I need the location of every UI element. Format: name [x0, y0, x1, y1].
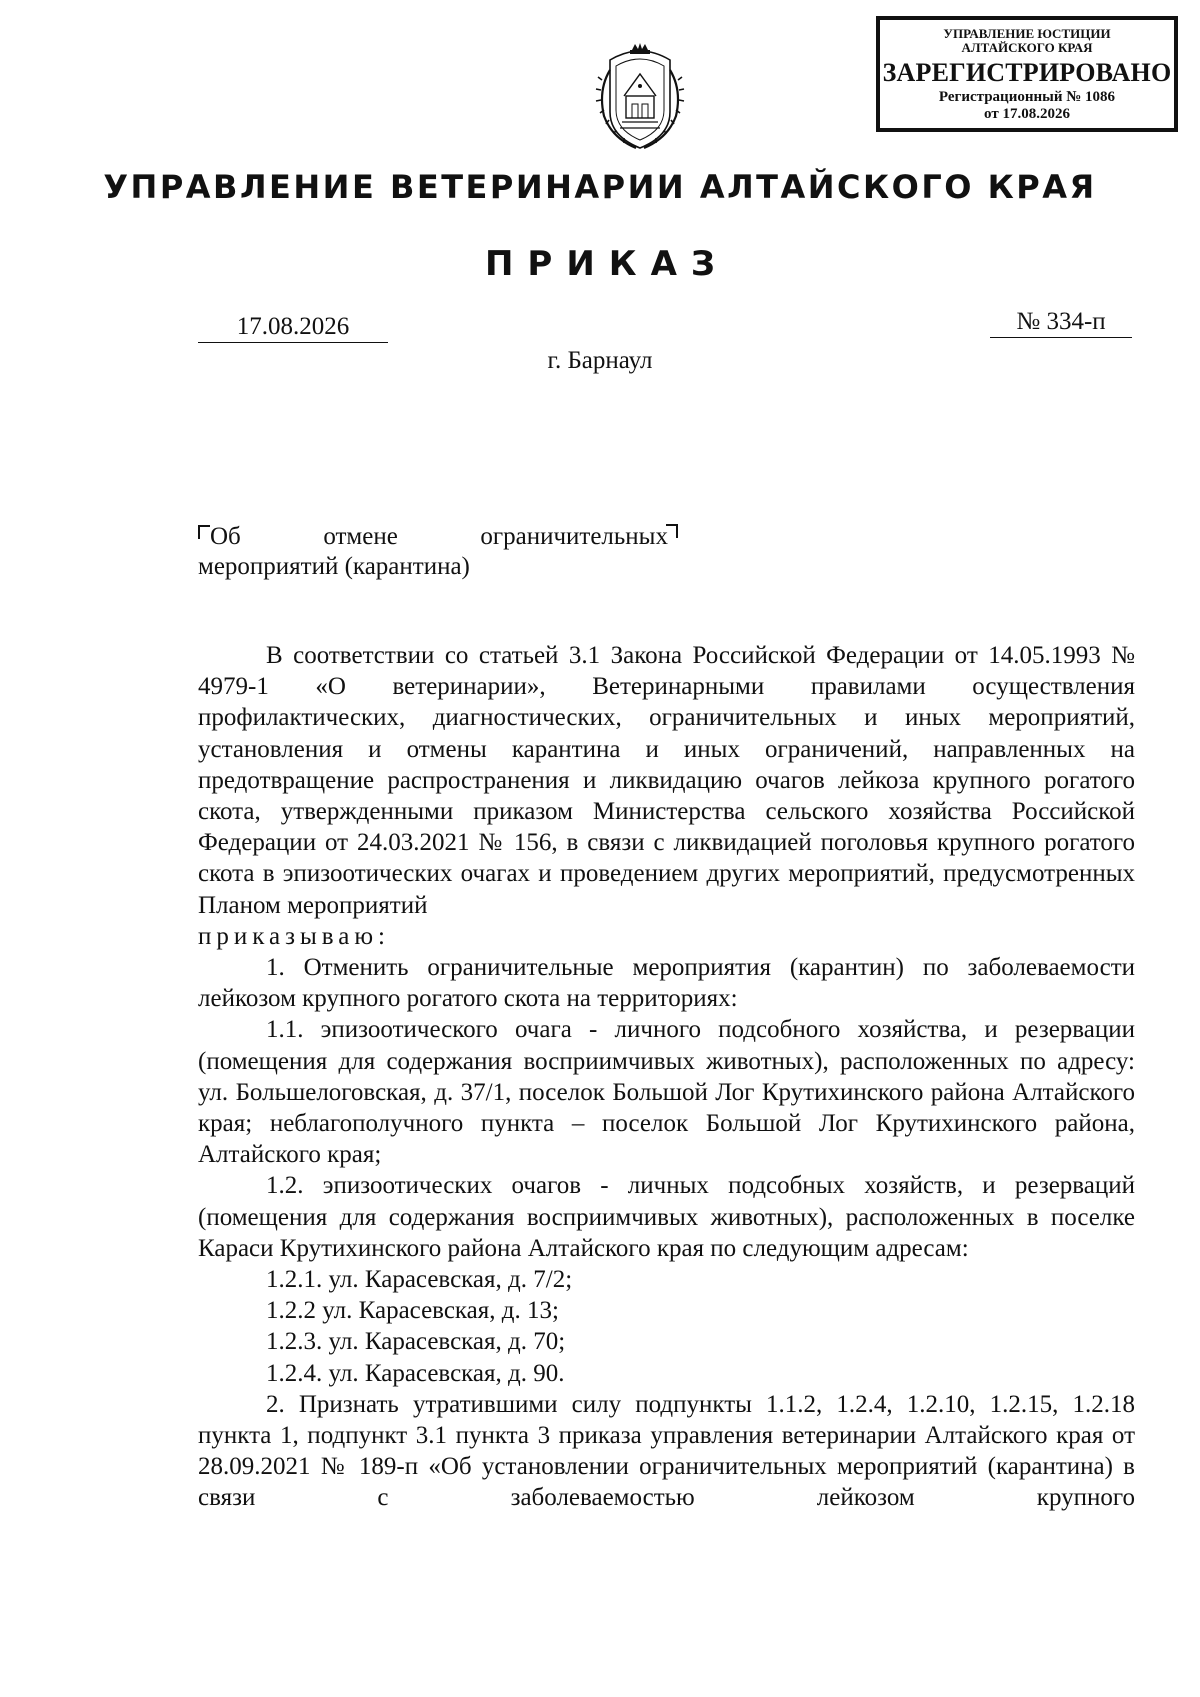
subject-word: отмене — [323, 523, 398, 550]
stamp-reg-number: Регистрационный № 1086 — [938, 89, 1116, 106]
order-body — [198, 640, 1135, 1514]
subject-word: Об — [210, 523, 241, 550]
issue-city: г. Барнаул — [547, 347, 653, 374]
registration-stamp — [876, 16, 1178, 132]
clause-1: 1. Отменить ограничительные мероприятия (карантин) по заболеваемости лейкозом крупного рогатого скота на территориях: — [198, 954, 1135, 1013]
orders-word: приказываю: — [198, 922, 390, 950]
coat-of-arms-icon — [592, 40, 688, 152]
bracket-corner-right — [666, 524, 678, 538]
order-subject — [198, 522, 668, 582]
clause-1-1: 1.1. эпизоотического очага - личного подсобного хозяйства, и резервации (помещения для содержания восприимчивых животных), расположенных по адресу: ул. Большелоговская, д. 37/1, поселок Большой Лог Крутихинского района Алтайского края; неблагополучного пункта – поселок Большой Лог Крутихинского района, Алтайского края; — [198, 1016, 1135, 1169]
address-item: 1.2.2 ул. Карасевская, д. 13; — [266, 1297, 559, 1325]
bracket-corner-left — [198, 525, 210, 539]
subject-word: ограничительных — [480, 523, 668, 550]
subject-line1 — [198, 522, 668, 552]
stamp-authority-line2: АЛТАЙСКОГО КРАЯ — [961, 40, 1093, 56]
stamp-title: ЗАРЕГИСТРИРОВАНО — [882, 57, 1172, 87]
order-date: 17.08.2026 — [198, 313, 388, 343]
clause-1-2: 1.2. эпизоотических очагов - личных подсобных хозяйств, и резерваций (помещения для содержания восприимчивых животных), расположенных в поселке Караси Крутихинского района Алтайского края по следующим адресам: — [198, 1172, 1135, 1262]
clause-2: 2. Признать утратившими силу подпункты 1.1.2, 1.2.4, 1.2.10, 1.2.15, 1.2.18 пункта 1, подпункт 3.1 пункта 3 приказа управления ветеринарии Алтайского края от 28.09.2021 № 189-п «Об установлении ограничительных мероприятий (карантина) в связи с заболеваемостью лейкозом крупного — [198, 1390, 1135, 1512]
document-type: ПРИКАЗ — [484, 244, 730, 284]
preamble-paragraph: В соответствии со статьей 3.1 Закона Российской Федерации от 14.05.1993 № 4979-1 «О ветеринарии», Ветеринарными правилами осуществления профилактических, диагностических, ограничительных и иных мероприятий, установления и отмены карантина и иных ограничений, направленных на предотвращение распространения и ликвидацию очагов лейкоза крупного рогатого скота, утвержденными приказом Министерства сельского хозяйства Российской Федерации от 24.03.2021 № 156, в связи с ликвидацией поголовья крупного рогатого скота в эпизоотических очагах и проведением других мероприятий, предусмотренных Планом мероприятий — [198, 642, 1135, 919]
stamp-authority-line1: УПРАВЛЕНИЕ ЮСТИЦИИ — [943, 26, 1111, 41]
order-number: № 334-п — [990, 308, 1132, 338]
stamp-date: от 17.08.2026 — [984, 105, 1070, 122]
address-item: 1.2.4. ул. Карасевская, д. 90. — [266, 1359, 565, 1387]
address-item: 1.2.1. ул. Карасевская, д. 7/2; — [266, 1266, 573, 1294]
organization-name: УПРАВЛЕНИЕ ВЕТЕРИНАРИИ АЛТАЙСКОГО КРАЯ — [103, 168, 1097, 206]
subject-line2: мероприятий (карантина) — [198, 553, 470, 580]
address-item: 1.2.3. ул. Карасевская, д. 70; — [266, 1328, 566, 1356]
